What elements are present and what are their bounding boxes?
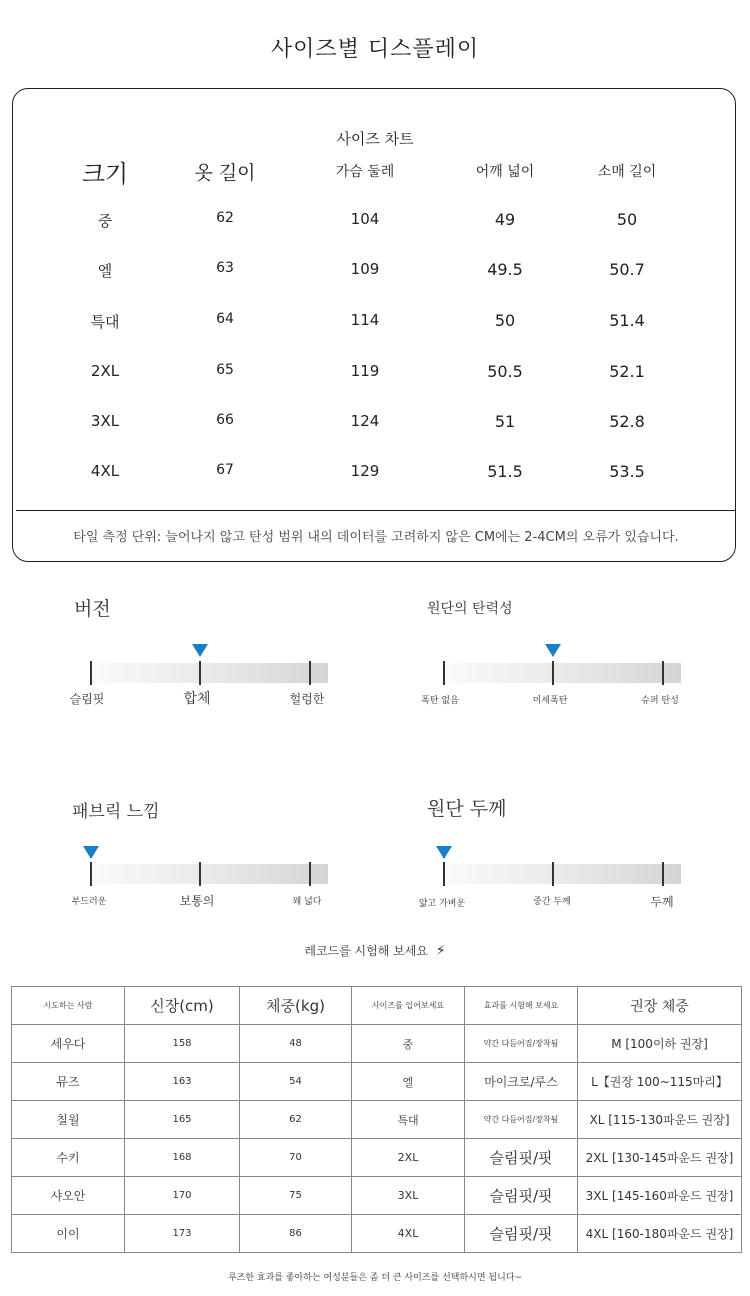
size-value: 67 [216, 462, 234, 478]
tryon-cell: 약간 다듬어짐/장착됨 [465, 1101, 578, 1139]
tryon-cell: 슬림핏/핏 [465, 1177, 578, 1215]
meter-tick [90, 862, 92, 886]
tryon-cell: 3XL [145-160파운드 권장] [578, 1177, 742, 1215]
tryon-cell: 173 [125, 1215, 240, 1253]
meter-label: 합체 [183, 691, 211, 707]
meter-label: 두께 [650, 895, 674, 909]
meter-label: 미세폭탄 [532, 696, 568, 706]
size-value: 50 [616, 210, 638, 229]
tryon-cell: 엘 [352, 1063, 465, 1101]
tryon-cell: 특대 [352, 1101, 465, 1139]
tryon-cell: 86 [240, 1215, 352, 1253]
tryon-cell: 샤오안 [12, 1177, 125, 1215]
meter-tick [309, 661, 311, 685]
tryon-cell: 마이크로/루스 [465, 1063, 578, 1101]
tryon-cell: 세우다 [12, 1025, 125, 1063]
header-size: 크기 [81, 160, 129, 188]
tryon-header-row [12, 987, 742, 1025]
meter-tick [552, 661, 554, 685]
tryon-header: 체중(kg) [240, 987, 352, 1025]
tryon-row [12, 1177, 742, 1215]
tryon-cell: 2XL [352, 1139, 465, 1177]
size-note: 타일 측정 단위: 늘어나지 않고 탄성 범위 내의 데이터를 고려하지 않은 CM에는 2-4CM의 오류가 있습니다. [73, 530, 679, 545]
header-chest: 가슴 둘레 [335, 164, 395, 180]
size-label: 특대 [90, 313, 120, 331]
tryon-row [12, 1101, 742, 1139]
tryon-cell: 4XL [352, 1215, 465, 1253]
size-value: 49 [494, 210, 516, 229]
tryon-table [11, 986, 742, 1253]
meter-tick [199, 661, 201, 685]
tryon-header: 사이즈를 입어보세요 [352, 987, 465, 1025]
size-label: 중 [97, 212, 113, 230]
tryon-title [0, 942, 750, 959]
tryon-cell: 62 [240, 1101, 352, 1139]
tryon-cell: 170 [125, 1177, 240, 1215]
tryon-cell: 70 [240, 1139, 352, 1177]
meter-tick [443, 661, 445, 685]
size-value: 65 [216, 362, 234, 378]
meter-tick [309, 862, 311, 886]
tryon-cell: 이이 [12, 1215, 125, 1253]
tryon-header: 효과를 시험해 보세요 [465, 987, 578, 1025]
tryon-cell: 수키 [12, 1139, 125, 1177]
meter-marker-icon [436, 846, 452, 859]
tryon-header: 신장(cm) [125, 987, 240, 1025]
tryon-row [12, 1063, 742, 1101]
size-label: 2XL [90, 362, 120, 380]
size-value: 114 [350, 311, 380, 329]
meter-bar-feel [90, 864, 328, 884]
tryon-cell: 슬림핏/핏 [465, 1139, 578, 1177]
tryon-cell: 슬림핏/핏 [465, 1215, 578, 1253]
note-divider [16, 510, 736, 511]
tryon-cell: 칠월 [12, 1101, 125, 1139]
tryon-cell: M [100이하 권장] [578, 1025, 742, 1063]
meter-label: 부드러운 [71, 897, 107, 907]
tryon-cell: L【권장 100~115마리】 [578, 1063, 742, 1101]
meter-tick [90, 661, 92, 685]
tryon-cell: 163 [125, 1063, 240, 1101]
tryon-body [12, 1025, 742, 1253]
lightning-icon: ⚡ [435, 943, 446, 959]
meter-tick [662, 862, 664, 886]
size-value: 51.5 [487, 462, 523, 481]
meter-bar-thickness [443, 864, 681, 884]
size-value: 50.7 [609, 260, 645, 279]
meter-label: 폭탄 없음 [421, 696, 459, 706]
size-value: 50 [494, 311, 516, 330]
tryon-header: 권장 체중 [578, 987, 742, 1025]
size-value: 51.4 [609, 311, 645, 330]
tryon-header: 시도하는 사람 [12, 987, 125, 1025]
tryon-cell: 168 [125, 1139, 240, 1177]
header-length: 옷 길이 [194, 162, 256, 184]
meter-bar-version [90, 663, 328, 683]
tryon-cell: 4XL [160-180파운드 권장] [578, 1215, 742, 1253]
size-value: 53.5 [609, 462, 645, 481]
header-shoulder: 어깨 넓이 [475, 164, 535, 180]
page-title: 사이즈별 디스플레이 [270, 37, 480, 62]
tryon-cell: 48 [240, 1025, 352, 1063]
tryon-cell: 2XL [130-145파운드 권장] [578, 1139, 742, 1177]
size-value: 52.8 [609, 412, 645, 431]
meter-label: 꽤 넓다 [292, 897, 322, 907]
meter-label: 중간 두께 [533, 897, 571, 907]
tryon-cell: 165 [125, 1101, 240, 1139]
tryon-row [12, 1215, 742, 1253]
tryon-cell: 158 [125, 1025, 240, 1063]
tryon-title-text: 레코드를 시험해 보세요 [304, 944, 428, 958]
tryon-cell: 75 [240, 1177, 352, 1215]
meter-label: 헐렁한 [289, 692, 325, 706]
meter-tick [443, 862, 445, 886]
tryon-cell: XL [115-130파운드 권장] [578, 1101, 742, 1139]
meter-title-thickness: 원단 두께 [427, 798, 507, 820]
size-value: 63 [216, 260, 234, 276]
size-value: 129 [350, 462, 380, 480]
meter-title-elasticity: 원단의 탄력성 [427, 601, 513, 617]
size-value: 64 [216, 311, 234, 327]
tryon-row [12, 1025, 742, 1063]
size-label: 3XL [90, 412, 120, 430]
size-value: 49.5 [487, 260, 523, 279]
meter-title-feel: 패브릭 느낌 [72, 802, 160, 822]
tryon-cell: 54 [240, 1063, 352, 1101]
size-value: 109 [350, 260, 380, 278]
size-value: 52.1 [609, 362, 645, 381]
tryon-cell: 약간 다듬어짐/장착됨 [465, 1025, 578, 1063]
header-sleeve: 소매 길이 [597, 164, 657, 180]
size-value: 119 [350, 362, 380, 380]
meter-marker-icon [83, 846, 99, 859]
tryon-cell: 3XL [352, 1177, 465, 1215]
meter-tick [662, 661, 664, 685]
size-label: 4XL [90, 462, 120, 480]
meter-label: 얇고 가벼운 [418, 899, 466, 909]
meter-marker-icon [545, 644, 561, 657]
meter-tick [199, 862, 201, 886]
meter-marker-icon [192, 644, 208, 657]
footer-note: 루즈한 효과를 좋아하는 여성분들은 좀 더 큰 사이즈를 선택하시면 됩니다~ [227, 1273, 523, 1283]
meter-title-version: 버전 [74, 598, 111, 620]
meter-bar-elasticity [443, 663, 681, 683]
size-value: 66 [216, 412, 234, 428]
size-value: 50.5 [487, 362, 523, 381]
tryon-cell: 중 [352, 1025, 465, 1063]
size-value: 104 [350, 210, 380, 228]
size-value: 51 [494, 412, 516, 431]
meter-tick [552, 862, 554, 886]
size-label: 엘 [97, 262, 113, 280]
meter-label: 슬림핏 [69, 692, 105, 706]
tryon-cell: 뮤즈 [12, 1063, 125, 1101]
size-value: 62 [216, 210, 234, 226]
meter-label: 슈퍼 탄성 [641, 696, 679, 706]
tryon-row [12, 1139, 742, 1177]
size-value: 124 [350, 412, 380, 430]
meter-label: 보통의 [179, 894, 215, 908]
size-chart-title: 사이즈 차트 [336, 130, 414, 148]
